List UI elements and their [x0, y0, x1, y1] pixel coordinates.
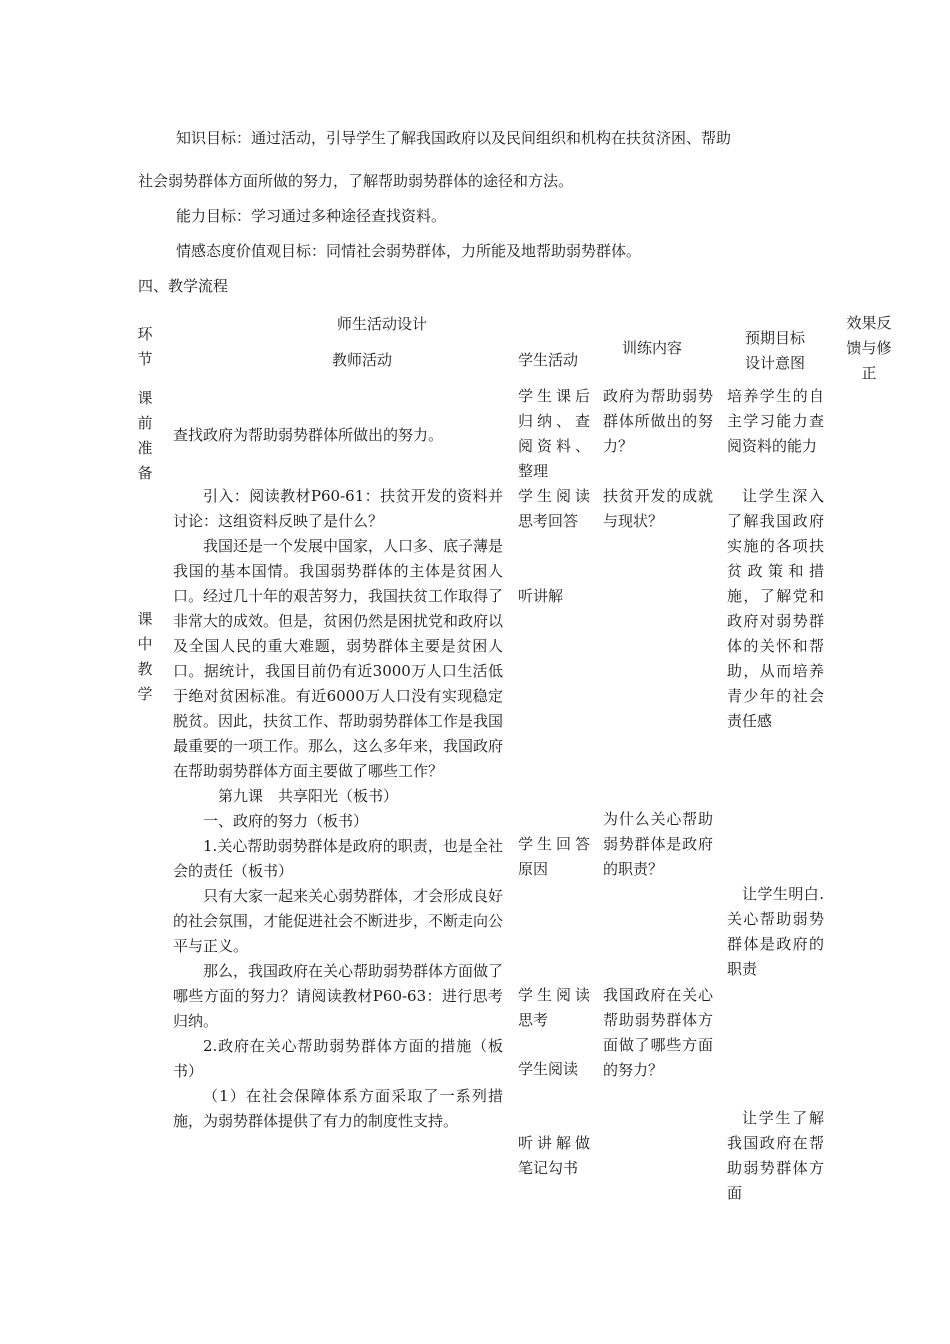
stage-char: 课: [137, 389, 153, 407]
stage-char: 教: [137, 660, 153, 678]
pre-class-teacher: 查找政府为帮助弱势群体所做出的努力。: [173, 426, 444, 444]
pre-class-goal: 培养学生的自主学习能力查阅资料的能力: [727, 387, 824, 455]
training-content: 扶贫开发的成就与现状？: [603, 487, 713, 530]
training-content: 为什么关心帮助弱势群体是政府的职责？: [603, 810, 713, 878]
header-teacher: 教师活动: [331, 351, 392, 369]
stage-char: 前: [137, 414, 153, 432]
teacher-paragraph: 那么，我国政府在关心帮助弱势群体方面做了哪些方面的努力？请阅读教材P60-63：进行思考归纳。: [173, 962, 504, 1030]
header-stage-char: 节: [137, 350, 153, 368]
in-class-teacher: [173, 484, 503, 1134]
goal-text: 让学生明白.关心帮助弱势群体是政府的职责: [727, 885, 824, 978]
stage-char: 课: [137, 610, 153, 628]
teacher-paragraph: 引入：阅读教材P60-61：扶贫开发的资料并讨论：这组资料反映了是什么？: [173, 487, 503, 530]
student-activity: 学生回答原因: [518, 835, 590, 878]
header-feedback-line: 效果反: [846, 314, 892, 332]
header-stage-char: 环: [137, 325, 153, 343]
knowledge-objective-line-1: 知识目标：通过活动，引导学生了解我国政府以及民间组织和机构在扶贫济困、帮助: [176, 129, 732, 147]
student-activity: 学生阅读: [518, 1060, 579, 1078]
student-activity: 听讲解做笔记勾书: [518, 1134, 590, 1177]
section-title: 四、教学流程: [138, 277, 229, 295]
header-training: 训练内容: [622, 339, 683, 357]
stage-in-class: [135, 607, 155, 707]
goal-text: 让学生深入了解我国政府实施的各项扶贫政策和措施，了解党和政府对弱势群体的关怀和帮助，从而培养青少年的社会责任感: [727, 487, 824, 730]
stage-char: 中: [137, 635, 153, 653]
header-goal-line: 设计意图: [744, 354, 805, 372]
student-activity: 听讲解: [518, 587, 564, 605]
header-feedback: [838, 311, 900, 386]
pre-class-student: 学生课后归纳、查阅资料、整理: [518, 387, 590, 480]
teacher-paragraph: 1.关心帮助弱势群体是政府的职责，也是全社会的责任（板书）: [173, 837, 503, 880]
teacher-paragraph: 2.政府在关心帮助弱势群体方面的措施（板书）: [173, 1037, 503, 1080]
stage-char: 备: [137, 464, 153, 482]
teacher-paragraph: 只有大家一起来关心弱势群体，才会形成良好的社会氛围，才能促进社会不断进步，不断走向公平与正义。: [173, 887, 504, 955]
header-feedback-line: 馈与修: [846, 339, 892, 357]
goal-text: 让学生了解我国政府在帮助弱势群体方面: [727, 1109, 824, 1202]
stage-char: 准: [137, 439, 153, 457]
header-stage: [135, 322, 155, 372]
stage-char: 学: [137, 685, 153, 703]
training-content: 我国政府在关心帮助弱势群体方面做了哪些方面的努力？: [603, 986, 713, 1079]
knowledge-objective-line-2: 社会弱势群体方面所做的努力，了解帮助弱势群体的途径和方法。: [138, 172, 574, 190]
emotion-objective: 情感态度价值观目标：同情社会弱势群体，力所能及地帮助弱势群体。: [176, 242, 642, 260]
teacher-paragraph: 我国还是一个发展中国家，人口多、底子薄是我国的基本国情。我国弱势群体的主体是贫困人口。经过几十年的艰苦努力，我国扶贫工作取得了非常大的成效。但是，贫困仍然是困扰党和政府以及全国人民的重大难题，弱势群体主要是贫困人口。据统计，我国目前仍有近3000万人口生活低于绝对贫困标准。有近6000万人口没有实现稳定脱贫。因此，扶贫工作、帮助弱势群体工作是我国最重要的一项工作。那么，这么多年来，我国政府在帮助弱势群体方面主要做了哪些工作？: [173, 537, 504, 780]
teacher-paragraph: 第九课 共享阳光（板书）: [218, 787, 399, 805]
student-activity: 学生阅读思考回答: [518, 487, 590, 530]
header-design: 师生活动设计: [336, 315, 427, 333]
ability-objective: 能力目标：学习通过多种途径查找资料。: [176, 207, 447, 225]
pre-class-training: 政府为帮助弱势群体所做出的努力？: [603, 387, 713, 455]
stage-pre-class: [135, 386, 155, 486]
header-student: 学生活动: [518, 351, 579, 369]
header-goal-line: 预期目标: [744, 329, 805, 347]
header-feedback-line: 正: [861, 364, 877, 382]
student-activity: 学生阅读思考: [518, 986, 590, 1029]
teacher-paragraph: 一、政府的努力（板书）: [203, 812, 369, 830]
teacher-paragraph: （1）在社会保障体系方面采取了一系列措施，为弱势群体提供了有力的制度性支持。: [173, 1087, 503, 1130]
header-goal: [730, 326, 820, 376]
